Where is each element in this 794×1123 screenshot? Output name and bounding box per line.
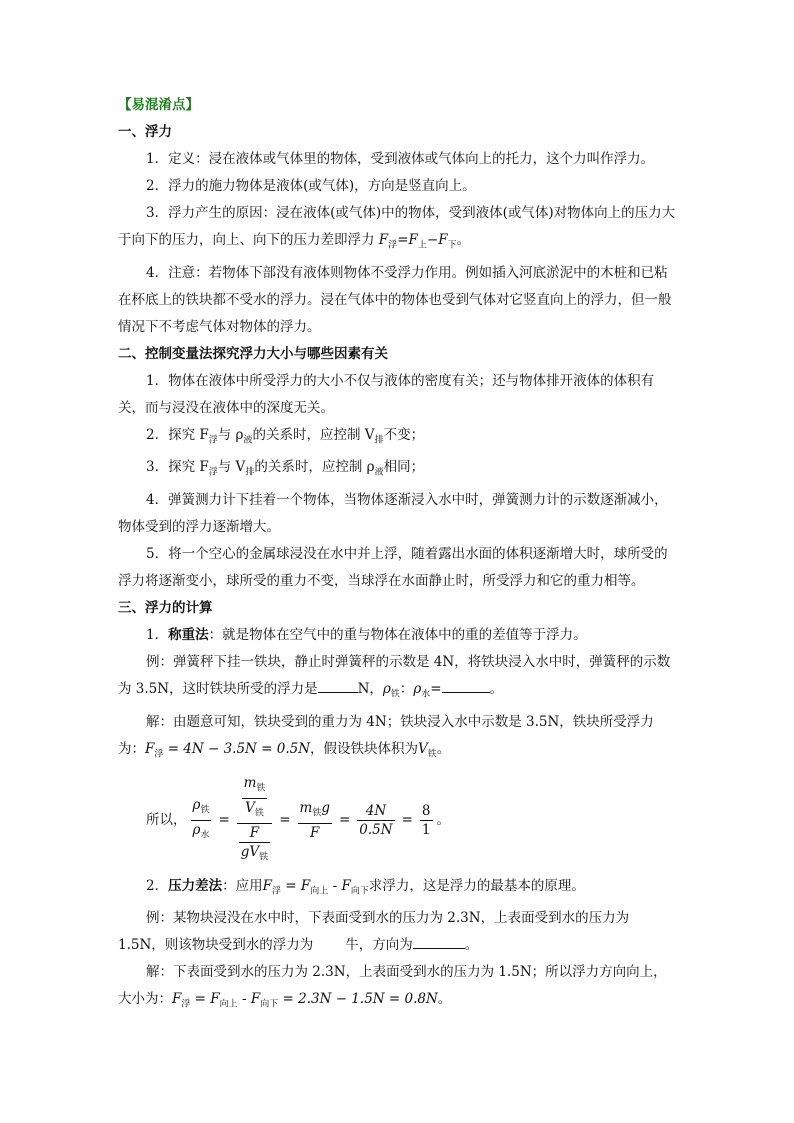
para-example-1: 例：弹簧秤下挂一铁块，静止时弹簧秤的示数是 4N，将铁块浸入水中时，弹簧秤的示数为 3.5N，这时铁块所受的浮力是 N，$\rho_铁$：$\rho_水=$ 。 (118, 654, 671, 700)
para-weighing-method: 1．称重法：就是物体在空气中的重与物体在液体中的重的差值等于浮力。 (146, 627, 587, 644)
para-factors: 1．物体在液体中所受浮力的大小不仅与液体的密度有关；还与物体排开液体的体积有关，而与浸没在液体中的深度无关。 (118, 372, 655, 416)
heading-control-variable: 二、控制变量法探究浮力大小与哪些因素有关 (118, 345, 388, 362)
document-page (118, 92, 678, 1019)
para-explore-density: 2．探究 $F_浮$与 $\rho_液$的关系时，应控制 $V_排$不变； (146, 426, 425, 446)
para-note: 4．注意：若物体下部没有液体则物体不受浮力作用。例如插入河底淤泥中的木桩和已粘在杯底上的铁块都不受水的浮力。浸在气体中的物体也受到气体对它竖直向上的浮力，但一般情况下不考虑气体对物体的浮力。 (118, 264, 672, 335)
para-solution-2: 解：下表面受到水的压力为 2.3N，上表面受到水的压力为 1.5N；所以浮力方向向上，大小为：$F_浮 = F_{向上} - F_{向下} = 2.3N - 1.5N = 0.8N$。 (118, 964, 667, 1010)
para-source: 2．浮力的施力物体是液体(或气体)，方向是竖直向上。 (146, 178, 476, 194)
blank-direction[interactable] (413, 932, 465, 949)
para-cause: 3．浮力产生的原因：浸在液体(或气体)中的物体，受到液体(或气体)对物体向上的压力大于向下的压力，向上、向下的压力差即浮力 $F_浮=F_上-F_下$。 (118, 205, 676, 251)
para-definition: 1．定义：浸在液体或气体里的物体，受到液体或气体向上的托力，这个力叫作浮力。 (146, 151, 655, 167)
blank-buoyancy[interactable] (318, 676, 358, 693)
para-explore-volume: 3．探究 $F_浮$与 $V_排$的关系时，应控制 $\rho_液$相同； (146, 459, 425, 479)
para-spring-scale: 4．弹簧测力计下挂着一个物体，当物体逐渐浸入水中时，弹簧测力计的示数逐渐减小，物体受到的浮力逐渐增大。 (118, 492, 668, 536)
section-tag: 【易混淆点】 (118, 97, 199, 113)
formula-density-ratio: 所以， $\frac{\rho_铁}{\rho_水}$ = $\frac{\frac{m_铁}{V_铁}}{\frac{F}{gV_铁}}$ = $\frac{m_铁g}{F}$ = $\frac{4N}{0.5N}$ = $\frac{8}{1}$ 。 (146, 775, 450, 863)
para-hollow-ball: 5．将一个空心的金属球浸没在水中并上浮，随着露出水面的体积逐渐增大时，球所受的浮力将逐渐变小，球所受的重力不变，当球浮在水面静止时，所受浮力和它的重力相等。 (118, 546, 668, 590)
heading-buoyancy: 一、浮力 (118, 124, 172, 140)
para-example-2: 例：某物块浸没在水中时，下表面受到水的压力为 2.3N，上表面受到水的压力为 1.5N，则该物块受到水的浮力为 牛，方向为 。 (118, 910, 630, 954)
heading-calculation: 三、浮力的计算 (118, 600, 213, 617)
para-solution-1: 解：由题意可知，铁块受到的重力为 4N；铁块浸入水中示数是 3.5N，铁块所受浮力为：$F_浮 = 4N - 3.5N = 0.5N$，假设铁块体积为$V_铁$。 (118, 713, 654, 760)
para-pressure-method: 2．压力差法：应用$F_浮 = F_{向上} - F_{向下}$求浮力，这是浮力的最基本的原理。 (146, 877, 585, 897)
blank-density-ratio[interactable] (442, 676, 490, 693)
